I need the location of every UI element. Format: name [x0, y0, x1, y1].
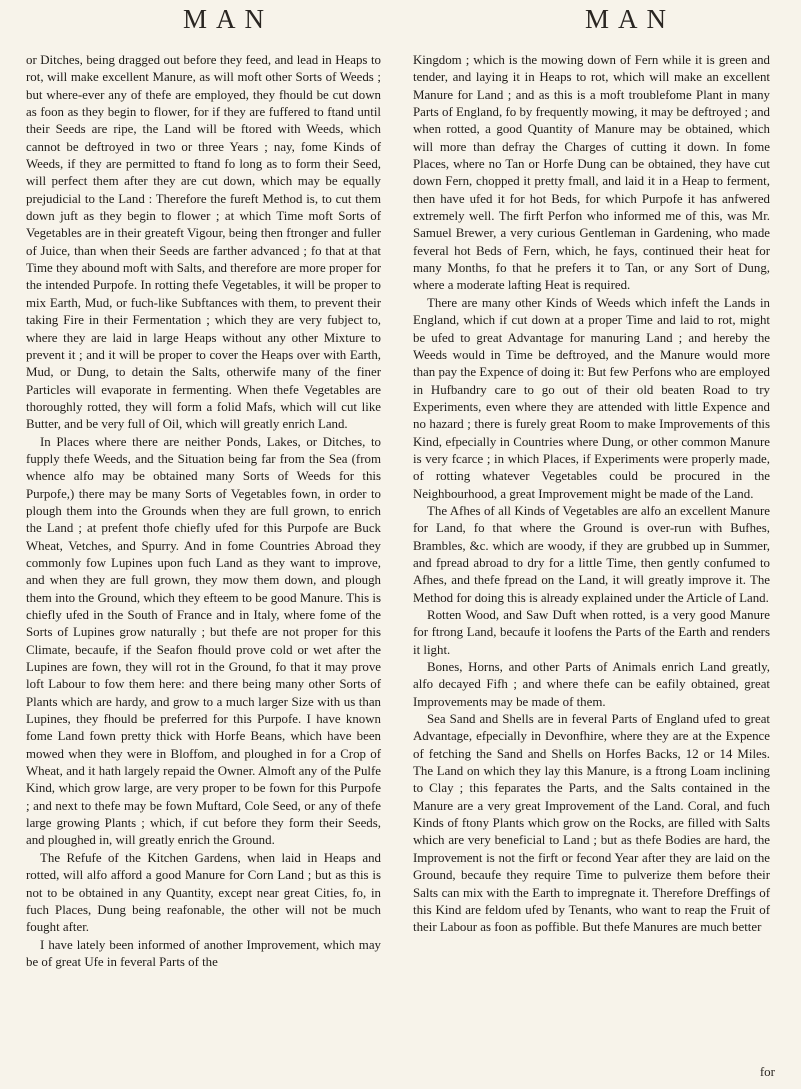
paragraph: The Afhes of all Kinds of Vegetables are alfo an excellent Manure for Land, fo that where the Ground is over-run with Bufhes, Brambles, &c. which are woody, if they are grubbed up in Summer, and fpread abroad to dry for a little Time, then gently confumed to Afhes, and thefe fpread on the Land, it will greatly improve it. The Method for doing this is already explained under the Article of Land. — [413, 503, 770, 605]
paragraph: Rotten Wood, and Saw Duft when rotted, is a very good Manure for ftrong Land, becaufe it loofens the Parts of the Earth and renders it light. — [413, 608, 770, 657]
paragraph: The Refufe of the Kitchen Gardens, when laid in Heaps and rotted, will alfo afford a good Manure for Corn Land ; but as this is not to be obtained in any Quantity, except near great Cities, fo, in fuch Places, Dung being reafonable, the other will not be much fought after. — [26, 850, 381, 935]
paragraph: Kingdom ; which is the mowing down of Fern while it is green and tender, and laying it in Heaps to rot, which will make an excellent Manure for Land ; and as this is a moft troublefome Plant in many Parts of England, fo by frequently mowing, it may be deftroyed ; and when rotted, a good Quantity of Manure may be obtained, which will more than defray the Charges of cutting it down. In fome Places, where no Tan or Horfe Dung can be obtained, they have cut down Fern, chopped it pretty fmall, and laid it in a Heap to ferment, then have ufed it for hot Beds, for which Purpofe it has anfwered extremely well. The firft Perfon who informed me of this, was Mr. Samuel Brewer, a very curious Gentleman in Gardening, who made feveral hot Beds of Fern, which, he fays, continued their heat for many Months, fo that he prefers it to Tan, or any Sort of Dung, where a moderate lafting Heat is required. — [413, 53, 770, 293]
catchword: for — [759, 1064, 775, 1079]
paragraph: or Ditches, being dragged out before they feed, and lead in Heaps to rot, will make excellent Manure, as will moft other Sorts of Weeds ; but where-ever any of thefe are employed, they fhould be cut down as foon as they begin to flower, for if they are fuffered to ftand until their Seeds are ripe, the Land will be ftored with Weeds, which cannot be deftroyed in two or three Years ; nay, fome Kinds of Weeds, if they are permitted to ftand fo long as to form their Seed, will perfect them after they are cut down, which may be equally prejudicial to the Land : Therefore the fureft Method is, to cut them down juft as they begin to flower ; at which Time moft Sorts of Vegetables are in their greateft Vigour, being then ftronger and fuller of Juice, than when their Seeds are farther advanced ; fo that at that Time they abound moft with Salts, and therefore are more proper for the intended Purpofe. In rotting thefe Vegetables, it will be proper to mix Earth, Mud, or fuch-like Subftances with them, to prevent their taking Fire in their Fermentation ; which they are very fubject to, where they are laid in large Heaps without any other Mixture to prevent it ; and it will be proper to cover the Heaps over with Earth, Mud, or Dung, to detain the Salts, otherwife many of the finer Particles will evaporate in fermenting. When thefe Vegetables are thoroughly rotted, they will form a folid Mafs, which will cut like Butter, and be very full of Oil, which will greatly enrich Land. — [26, 53, 381, 432]
left-column — [26, 52, 381, 971]
paragraph: Sea Sand and Shells are in feveral Parts of England ufed to great Advantage, efpecially in Devonfhire, where they are at the Expence of fetching the Sand and Shells on Horfes Backs, 12 or 14 Miles. The Land on which they lay this Manure, is a ftrong Loam inclining to Clay ; this feparates the Parts, and the Salts contained in the Manure are a very great Improvement of the Land. Coral, and fuch Kinds of ftony Plants which grow on the Rocks, are filled with Salts which are very beneficial to Land ; but as thefe Bodies are hard, the Improvement is not the firft or fecond Year after they are laid on the Ground, becaufe they require Time to pulverize them before their Salts can mix with the Earth to impregnate it. Therefore Dreffings of this Kind are feldom ufed by Tenants, who want to reap the Fruit of their Labour as foon as poffible. But thefe Manures are much better — [413, 712, 770, 935]
running-head-right: MAN — [585, 4, 676, 34]
paragraph: I have lately been informed of another Improvement, which may be of great Ufe in feveral Parts of the — [26, 937, 381, 969]
running-head-left: MAN — [183, 4, 274, 34]
paragraph: There are many other Kinds of Weeds which infeft the Lands in England, which if cut down at a proper Time and laid to rot, might be ufed to great Advantage for manuring Land ; and hereby the Weeds would in Time be deftroyed, and the Manure would more than pay the Expence of doing it: But few Perfons who are employed in Hufbandry care to go out of their old beaten Road to try Experiments, even where they are attended with little Expence and no hazard ; there is furely great Room to make Improvements of this Kind, efpecially in Countries where Dung, or other common Manure is very fcarce ; in which Places, if Experiments were properly made, of rotting whatever Vegetables could be procured in the Neighbourhood, a great Improvement might be made of the Land. — [413, 295, 770, 501]
paragraph: In Places where there are neither Ponds, Lakes, or Ditches, to fupply thefe Weeds, and the Situation being far from the Sea (from whence alfo may be obtained many Sorts of Weeds for this Purpofe,) there may be many Sorts of Vegetables fown, in order to plough them into the Grounds when they are full grown, to enrich the Land ; at prefent thofe chiefly ufed for this Purpofe are Buck Wheat, Vetches, and Spurry. And in fome Countries Abroad they commonly fow Lupines upon fuch Land as they want to improve, and when they are full grown, they mow them down, and plough them into the Ground, which they efteem to be good Manure. This is chiefly ufed in the South of France and in Italy, where fome of the Sorts of Lupines grow naturally ; but thefe are not proper for this Climate, becaufe, if the Seafon fhould prove cold or wet after the Lupines are fown, they will rot in the Ground, fo that it may prove loft Labour to fow them here: and there being many other Sorts of Plants which are hardy, and grow to a much larger Size with us than Lupines, they fhould be preferred for this Purpofe. I have known fome Land fown pretty thick with Horfe Beans, which have been mowed when they were in Bloffom, and ploughed in for a Crop of Wheat, and it hath largely repaid the Owner. Almoft any of the Pulfe Kind, which grow large, are very proper to be fown for this Purpofe ; and next to thefe may be fown Muftard, Cole Seed, or any of thefe large growing Plants ; which, if cut before they form their Seeds, and ploughed in, will greatly enrich the Ground. — [26, 434, 381, 848]
running-head — [0, 4, 801, 42]
paragraph: Bones, Horns, and other Parts of Animals enrich Land greatly, alfo decayed Fifh ; and where thefe can be eafily obtained, great Improvements may be made of them. — [413, 660, 770, 709]
right-column — [413, 52, 770, 937]
